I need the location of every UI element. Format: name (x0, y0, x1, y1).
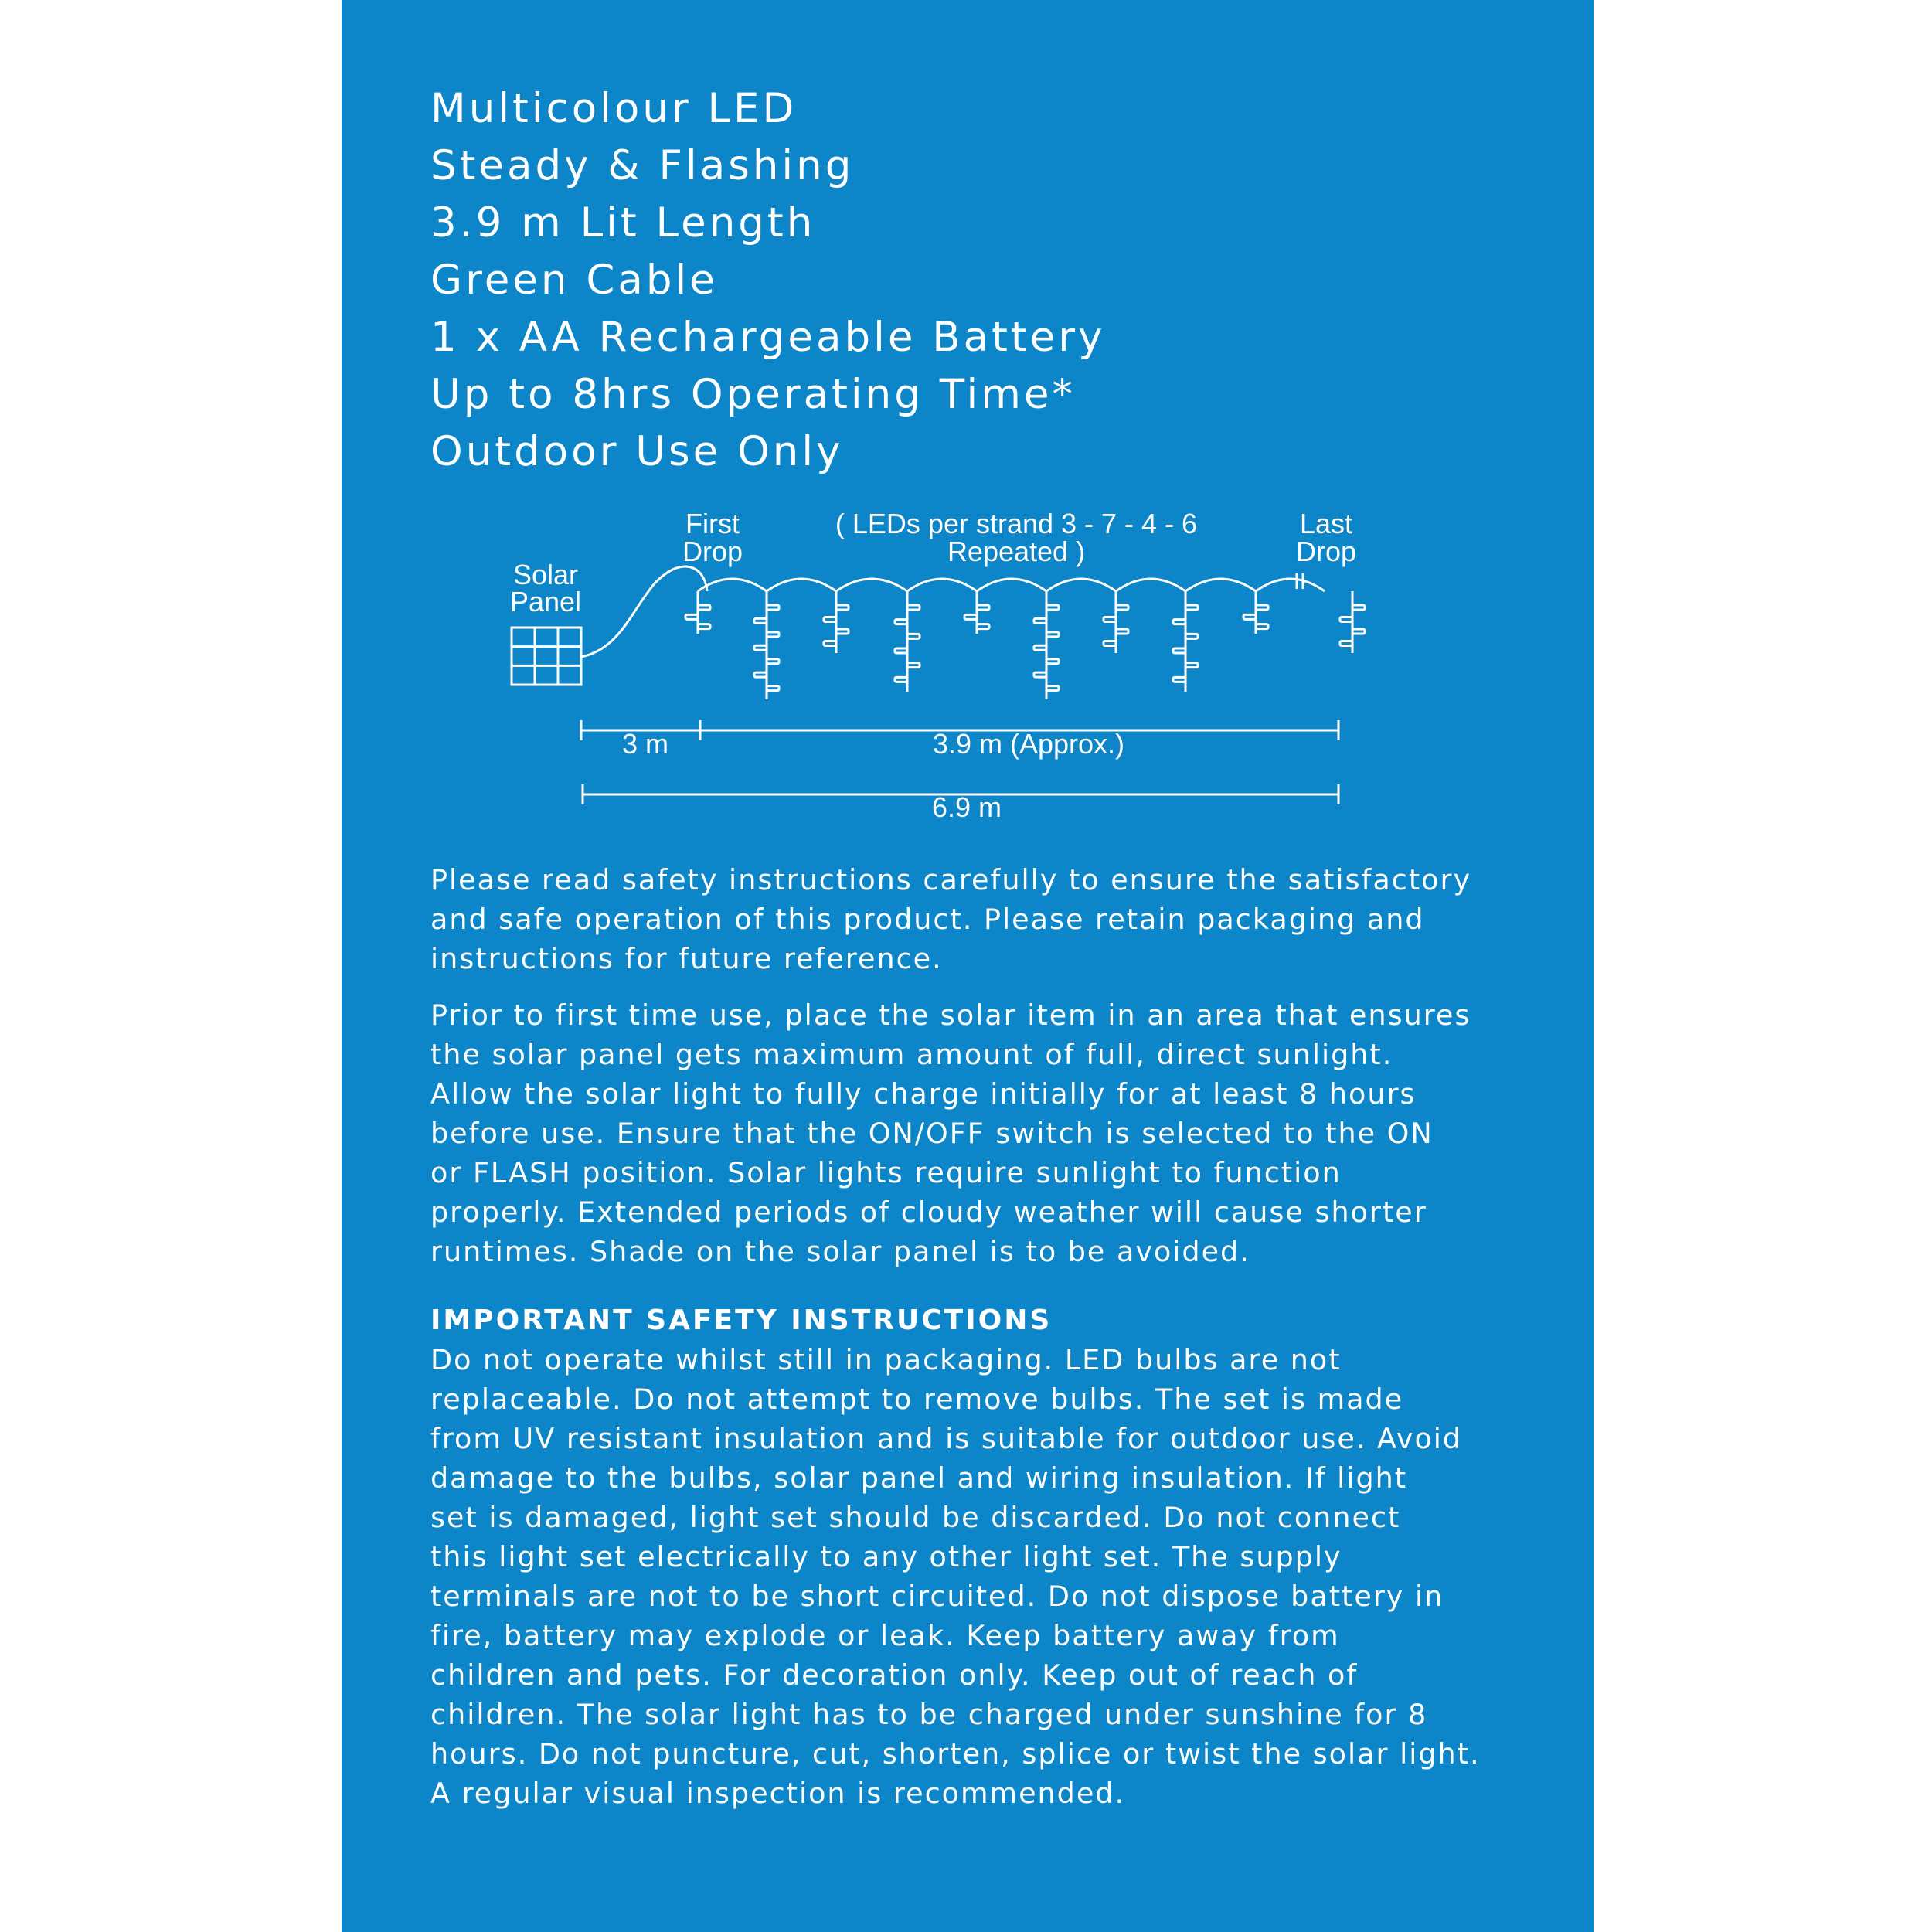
led-bulb (895, 648, 907, 653)
first-drop-label: First (685, 508, 740, 539)
paragraph-line: Allow the solar light to fully charge initially for at least 8 hours (430, 1077, 1417, 1111)
led-bulb (895, 677, 907, 682)
cable-swag (977, 579, 1046, 591)
led-bulb (1173, 677, 1185, 682)
feature-item: Green Cable (430, 257, 718, 304)
paragraph-line: this light set electrically to any other light set. The supply (430, 1540, 1342, 1573)
strand-note: Repeated ) (947, 536, 1086, 567)
led-bulb (1352, 605, 1365, 610)
lead-length-label: 3 m (621, 728, 669, 760)
cable-swag (1116, 579, 1185, 591)
led-bulb (754, 618, 767, 623)
paragraph-line: instructions for future reference. (430, 942, 943, 975)
total-length-label: 6.9 m (931, 791, 1002, 823)
led-bulb (964, 614, 977, 619)
paragraph-line: and safe operation of this product. Please retain packaging and (430, 903, 1425, 936)
paragraph-line: children and pets. For decoration only. Keep out of reach of (430, 1658, 1359, 1692)
cable-swag (1046, 579, 1116, 591)
cable-swag (1185, 579, 1256, 591)
led-bulb (1034, 645, 1046, 650)
led-bulb (836, 605, 849, 610)
led-bulb (1034, 672, 1046, 677)
paragraph-line: Prior to first time use, place the solar item in an area that ensures (430, 998, 1471, 1032)
led-bulb (1243, 614, 1256, 619)
paragraph-line: set is damaged, light set should be discarded. Do not connect (430, 1501, 1401, 1534)
last-drop-label: Last (1299, 508, 1353, 539)
led-bulb (767, 659, 779, 664)
safety-heading: IMPORTANT SAFETY INSTRUCTIONS (430, 1304, 1053, 1336)
led-bulb (895, 620, 907, 624)
feature-list (430, 80, 1105, 481)
led-bulb (1256, 605, 1268, 610)
led-bulb (754, 645, 767, 650)
feature-item: 3.9 m Lit Length (430, 199, 816, 247)
led-bulb (685, 614, 698, 619)
safety-paragraph (430, 1340, 1528, 1813)
led-bulb (1046, 659, 1059, 664)
solar-panel-label: Panel (509, 586, 582, 617)
led-bulb (1104, 617, 1116, 622)
led-bulb (1046, 632, 1059, 637)
paragraph-line: or FLASH position. Solar lights require sunlight to function (430, 1156, 1342, 1189)
first-use-paragraph (430, 995, 1528, 1271)
paragraph-line: terminals are not to be short circuited. Do not dispose battery in (430, 1580, 1444, 1613)
cable-swag (907, 579, 977, 591)
paragraph-line: the solar panel gets maximum amount of full, direct sunlight. (430, 1038, 1393, 1071)
led-bulb (767, 605, 779, 610)
led-bulb (1046, 605, 1059, 610)
intro-paragraph (430, 860, 1528, 978)
first-drop-label: Drop (682, 536, 743, 567)
led-bulb (1104, 641, 1116, 646)
led-bulb (1185, 634, 1198, 638)
led-bulb (907, 605, 920, 610)
feature-item: 1 x AA Rechargeable Battery (430, 314, 1106, 361)
solar-panel-label: Solar (512, 559, 579, 590)
paragraph-line: A regular visual inspection is recommended. (430, 1777, 1126, 1810)
cable-swag (698, 579, 767, 591)
strand-note: ( LEDs per strand 3 - 7 - 4 - 6 (835, 508, 1198, 539)
lit-length-label: 3.9 m (Approx.) (932, 728, 1125, 760)
led-bulb (836, 629, 849, 634)
paragraph-line: properly. Extended periods of cloudy weather will cause shorter (430, 1196, 1427, 1229)
led-bulb (1116, 629, 1128, 634)
led-bulb (1185, 605, 1198, 610)
led-bulb (1116, 605, 1128, 610)
paragraph-line: before use. Ensure that the ON/OFF switch is selected to the ON (430, 1117, 1434, 1150)
feature-item: Multicolour LED (430, 85, 798, 132)
led-bulb (1046, 686, 1059, 691)
led-bulb (1034, 618, 1046, 623)
led-bulb (1173, 648, 1185, 653)
led-bulb (754, 672, 767, 677)
led-bulb (698, 605, 710, 610)
led-bulb (1340, 617, 1352, 622)
led-bulb (907, 634, 920, 638)
feature-item: Up to 8hrs Operating Time* (430, 371, 1076, 418)
led-bulb (1352, 629, 1365, 634)
led-bulb (1340, 641, 1352, 646)
solar-panel-icon (512, 628, 581, 685)
led-bulb (824, 617, 836, 622)
cable-swag (836, 579, 907, 591)
led-bulb (907, 663, 920, 668)
paragraph-line: hours. Do not puncture, cut, shorten, splice or twist the solar light. (430, 1737, 1481, 1770)
cable-swag (767, 579, 836, 591)
led-bulb (1173, 620, 1185, 624)
cable-swag (1256, 579, 1325, 591)
light-set-diagram (342, 495, 1594, 850)
led-bulb (1185, 663, 1198, 668)
paragraph-line: from UV resistant insulation and is suitable for outdoor use. Avoid (430, 1422, 1463, 1455)
lead-cable (581, 566, 707, 657)
paragraph-line: damage to the bulbs, solar panel and wiring insulation. If light (430, 1461, 1408, 1495)
paragraph-line: fire, battery may explode or leak. Keep battery away from (430, 1619, 1340, 1652)
led-bulb (1256, 624, 1268, 629)
led-bulb (824, 641, 836, 646)
led-bulb (977, 605, 989, 610)
led-bulb (767, 686, 779, 691)
feature-item: Steady & Flashing (430, 142, 855, 189)
paragraph-line: replaceable. Do not attempt to remove bulbs. The set is made (430, 1383, 1404, 1416)
paragraph-line: Do not operate whilst still in packaging. LED bulbs are not (430, 1343, 1342, 1376)
feature-item: Outdoor Use Only (430, 428, 844, 475)
led-bulb (977, 624, 989, 629)
paragraph-line: runtimes. Shade on the solar panel is to be avoided. (430, 1235, 1250, 1268)
led-bulb (698, 624, 710, 629)
packaging-panel (342, 0, 1594, 1932)
led-bulb (767, 632, 779, 637)
last-drop-label: Drop (1295, 536, 1357, 567)
paragraph-line: Please read safety instructions carefully to ensure the satisfactory (430, 863, 1472, 896)
paragraph-line: children. The solar light has to be charged under sunshine for 8 (430, 1698, 1428, 1731)
